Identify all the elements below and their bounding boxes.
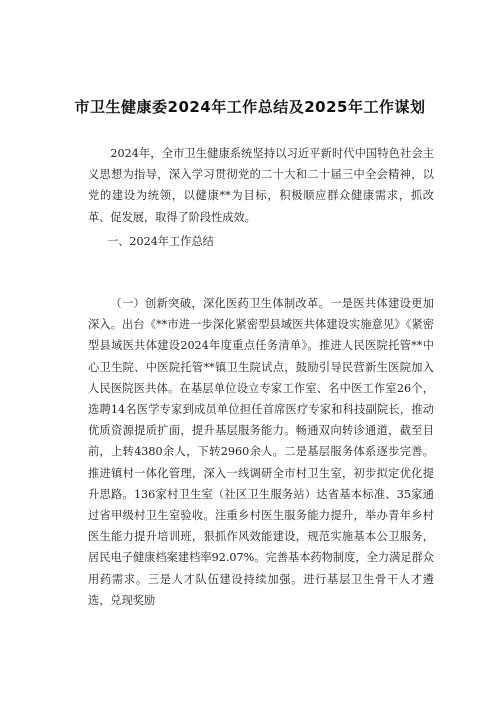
section-paragraph: （一）创新突破，深化医药卫生体制改革。一是医共体建设更加深入。出台《**市进一步深化紧密型县域医共体建设实施意见》《紧密型县域医共体建设2024年度重点任务清单》。推进人民医院托管**中心卫生院、中医院托管**镇卫生院试点，鼓励引导民营新生医院加入人民医院医共体。在基层单位设立专家工作室、名中医工作室26个，选聘14名医学专家到成员单位担任首席医疗专家和科技副院长，推动优质资源提质扩面，提升基层服务能力。畅通双向转诊通道，截至目前，上转4380余人，下转2960余人。二是基层服务体系逐步完善。推进镇村一体化管理，深入一线调研全市村卫生室，初步拟定优化提升思路。136家村卫生室（社区卫生服务站）达省基本标准、35家通过省甲级村卫生室验收。注重乡村医生服务能力提升，举办青年乡村医生能力提升培训班，狠抓作风效能建设，规范实施基本公卫服务，居民电子健康档案建档率92.07%。完善基本药物制度，全力满足群众用药需求。三是人才队伍建设持续加强。进行基层卫生骨干人才遴选，兑现奖励 [88,297,434,607]
section-block [88,293,434,611]
section-heading: 一、2024年工作总结 [107,235,214,248]
intro-paragraph: 2024年，全市卫生健康系统坚持以习近平新时代中国特色社会主义思想为指导，深入学习贯彻党的二十大和二十届三中全会精神，以党的建设为统领，以健康**为目标，积极顺应群众健康需求，抓改革、促发展，取得了阶段性成效。 [88,147,434,224]
document-title: 市卫生健康委2024年工作总结及2025年工作谋划 [74,98,426,116]
intro-block [88,143,434,228]
